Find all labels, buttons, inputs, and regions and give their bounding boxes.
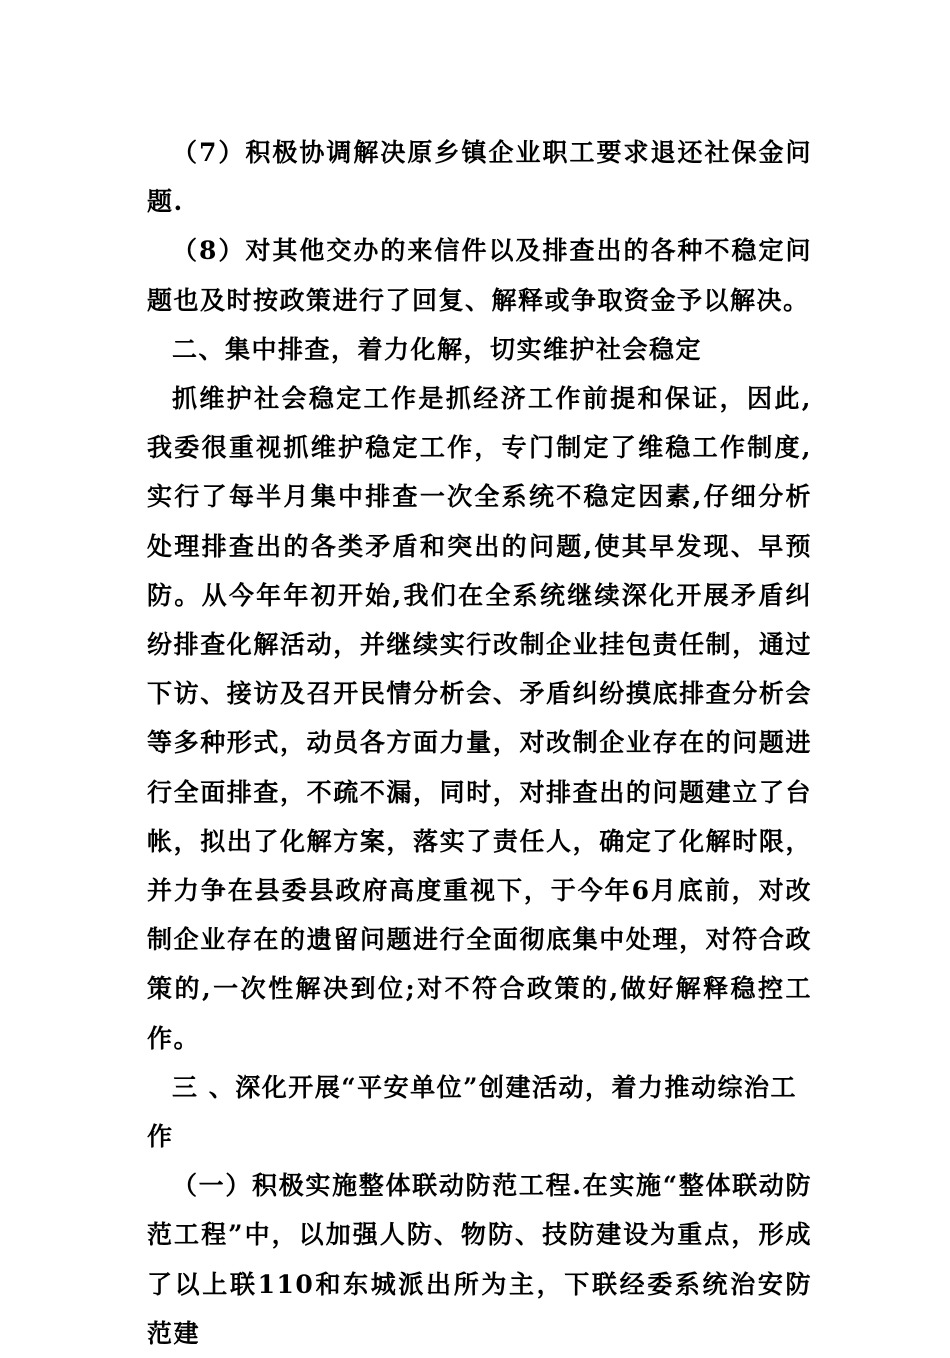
section-heading-2: 二、集中排查，着力化解，切实维护社会稳定 — [172, 334, 703, 364]
paragraph-body-prevention: （一）积极实施整体联动防范工程.在实施“整体联动防范工程”中，以加强人防、物防、技防建设为重点，形成了以上联110和东城派出所为主，下联经委系统治安防范建 — [147, 1171, 812, 1348]
document-body — [147, 128, 812, 1358]
paragraph-item-7: （7）积极协调解决原乡镇企业职工要求退还社保金问题. — [147, 138, 812, 217]
paragraph-item-8: （8）对其他交办的来信件以及排查出的各种不稳定问题也及时按政策进行了回复、解释或争取资金予以解决。 — [147, 236, 812, 315]
paragraph-body-stability: 抓维护社会稳定工作是抓经济工作前提和保证，因此,我委很重视抓维护稳定工作，专门制定了维稳工作制度,实行了每半月集中排查一次全系统不稳定因素,仔细分析处理排查出的各类矛盾和突出的问题,使其早发现、早预防。从今年年初开始,我们在全系统继续深化开展矛盾纠纷排查化解活动，并继续实行改制企业挂包责任制，通过下访、接访及召开民情分析会、矛盾纠纷摸底排查分析会等多种形式，动员各方面力量，对改制企业存在的问题进行全面排查，不疏不漏，同时，对排查出的问题建立了台帐，拟出了化解方案，落实了责任人，确定了化解时限，并力争在县委县政府高度重视下，于今年6月底前，对改制企业存在的遗留问题进行全面彻底集中处理，对符合政策的,一次性解决到位;对不符合政策的,做好解释稳控工作。 — [147, 384, 812, 1053]
section-heading-3: 三 、深化开展“平安单位”创建活动，着力推动综治工作 — [147, 1072, 797, 1152]
